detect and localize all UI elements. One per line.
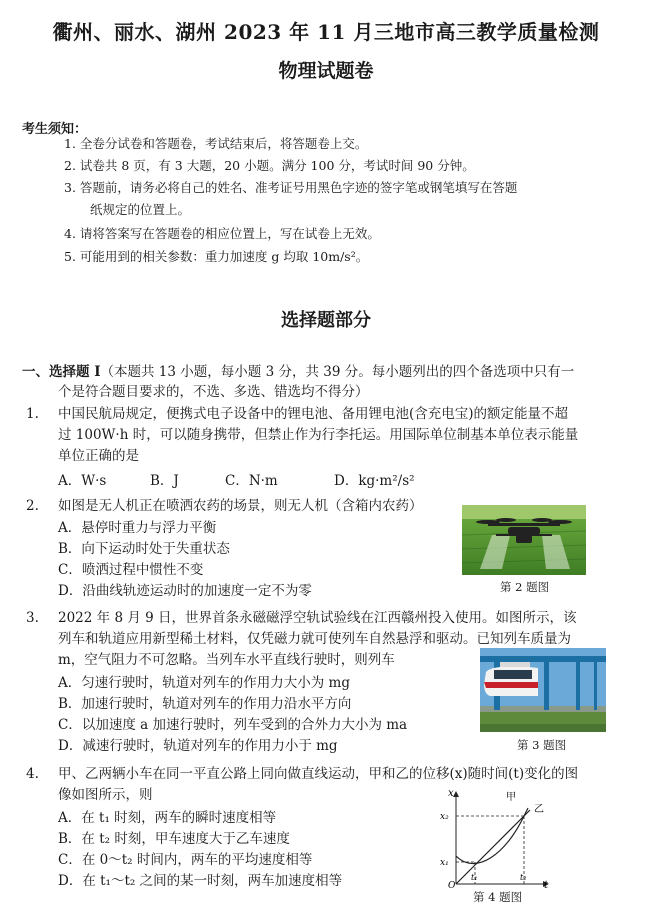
option-c: C．喷洒过程中惯性不变 bbox=[58, 562, 204, 578]
x2-label: x₂ bbox=[440, 812, 449, 822]
question-stem-line: m，空气阻力不可忽略。当列车水平直线行驶时，则列车 bbox=[58, 652, 395, 668]
option-a: A．匀速行驶时，轨道对列车的作用力大小为 mg bbox=[58, 675, 350, 691]
option-d: D．在 t₁～t₂ 之间的某一时刻，两车加速度相等 bbox=[58, 873, 343, 889]
option-c: C．N·m bbox=[225, 473, 278, 489]
option-b: B．J bbox=[150, 473, 179, 489]
option-a: A．在 t₁ 时刻，两车的瞬时速度相等 bbox=[58, 810, 277, 826]
notice-item: 2. 试卷共 8 页，有 3 大题，20 小题。满分 100 分，考试时间 90 分钟。 bbox=[64, 158, 475, 173]
maglev-photo bbox=[480, 648, 606, 732]
option-d: D．减速行驶时，轨道对列车的作用力小于 mg bbox=[58, 738, 338, 754]
question-stem-line: 列车和轨道应用新型稀土材料，仅凭磁力就可使列车自然悬浮和驱动。已知列车质量为 bbox=[58, 631, 571, 647]
notice-item: 1. 全卷分试卷和答题卷，考试结束后，将答题卷上交。 bbox=[64, 136, 368, 151]
question-stem-line: 单位正确的是 bbox=[58, 448, 139, 464]
question-number: 1. bbox=[26, 406, 39, 422]
part-description bbox=[22, 362, 574, 382]
question-number: 3. bbox=[26, 610, 39, 626]
figure-caption: 第 2 题图 bbox=[500, 580, 550, 594]
exam-subtitle: 物理试题卷 bbox=[278, 60, 374, 82]
part-desc-line1: （本题共 13 小题，每小题 3 分，共 39 分。每小题列出的四个备选项中只有一 bbox=[100, 364, 575, 380]
series-jia-line bbox=[456, 810, 530, 884]
t2-label: t₂ bbox=[520, 873, 527, 882]
figure-caption: 第 4 题图 bbox=[473, 890, 523, 904]
series-yi-label: 乙 bbox=[534, 804, 544, 815]
figure-caption: 第 3 题图 bbox=[517, 738, 567, 752]
xt-graph bbox=[436, 784, 556, 890]
notice-item: 3. 答题前，请务必将自己的姓名、准考证号用黑色字迹的签字笔或钢笔填写在答题 bbox=[64, 180, 518, 195]
notice-heading: 考生须知： bbox=[22, 122, 88, 137]
x-axis-label: t bbox=[544, 880, 549, 890]
drone-photo bbox=[462, 505, 586, 575]
notice-item: 4. 请将答案写在答题卷的相应位置上，写在试卷上无效。 bbox=[64, 226, 380, 241]
option-b: B．加速行驶时，轨道对列车的作用力沿水平方向 bbox=[58, 696, 352, 712]
x1-label: x₁ bbox=[440, 858, 449, 868]
question-stem-line: 2022 年 8 月 9 日，世界首条永磁磁浮空轨试验线在江西赣州投入使用。如图所示，该 bbox=[58, 610, 577, 626]
part-desc-line2: 个是符合题目要求的，不选、多选、错选均不得分） bbox=[58, 384, 369, 400]
question-stem-line: 像如图所示，则 bbox=[58, 787, 153, 803]
question-stem-line: 中国民航局规定，便携式电子设备中的锂电池、备用锂电池(含充电宝)的额定能量不超 bbox=[58, 406, 569, 422]
option-d: D．kg·m²/s² bbox=[334, 473, 415, 489]
option-c: C．以加速度 a 加速行驶时，列车受到的合外力大小为 ma bbox=[58, 717, 408, 733]
option-a: A．悬停时重力与浮力平衡 bbox=[58, 520, 217, 536]
option-b: B．在 t₂ 时刻，甲车速度大于乙车速度 bbox=[58, 831, 290, 847]
question-number: 2. bbox=[26, 498, 39, 514]
question-stem-line: 过 100W·h 时，可以随身携带，但禁止作为行李托运。用国际单位制基本单位表示能量 bbox=[58, 427, 579, 443]
notice-item-continued: 纸规定的位置上。 bbox=[90, 202, 191, 217]
option-b: B．向下运动时处于失重状态 bbox=[58, 541, 230, 557]
question-stem-line: 如图是无人机正在喷洒农药的场景，则无人机（含箱内农药） bbox=[58, 498, 423, 514]
origin-label: O bbox=[448, 881, 456, 890]
notice-item: 5. 可能用到的相关参数：重力加速度 g 均取 10m/s²。 bbox=[64, 249, 369, 264]
option-a: A．W·s bbox=[58, 473, 107, 489]
y-axis-label: x bbox=[448, 788, 454, 799]
question-stem-line: 甲、乙两辆小车在同一平直公路上同向做直线运动，甲和乙的位移(x)随时间(t)变化的图 bbox=[58, 766, 579, 782]
question-number: 4. bbox=[26, 766, 39, 782]
option-d: D．沿曲线轨迹运动时的加速度一定不为零 bbox=[58, 583, 312, 599]
exam-title: 衢州、丽水、湖州 2023 年 11 月三地市高三教学质量检测 bbox=[52, 20, 600, 44]
series-jia-label: 甲 bbox=[506, 792, 516, 803]
section-title: 选择题部分 bbox=[281, 310, 371, 331]
part-heading: 一、选择题 I bbox=[22, 364, 101, 380]
t1-label: t₁ bbox=[471, 873, 478, 882]
option-c: C．在 0～t₂ 时间内，两车的平均速度相等 bbox=[58, 852, 313, 868]
